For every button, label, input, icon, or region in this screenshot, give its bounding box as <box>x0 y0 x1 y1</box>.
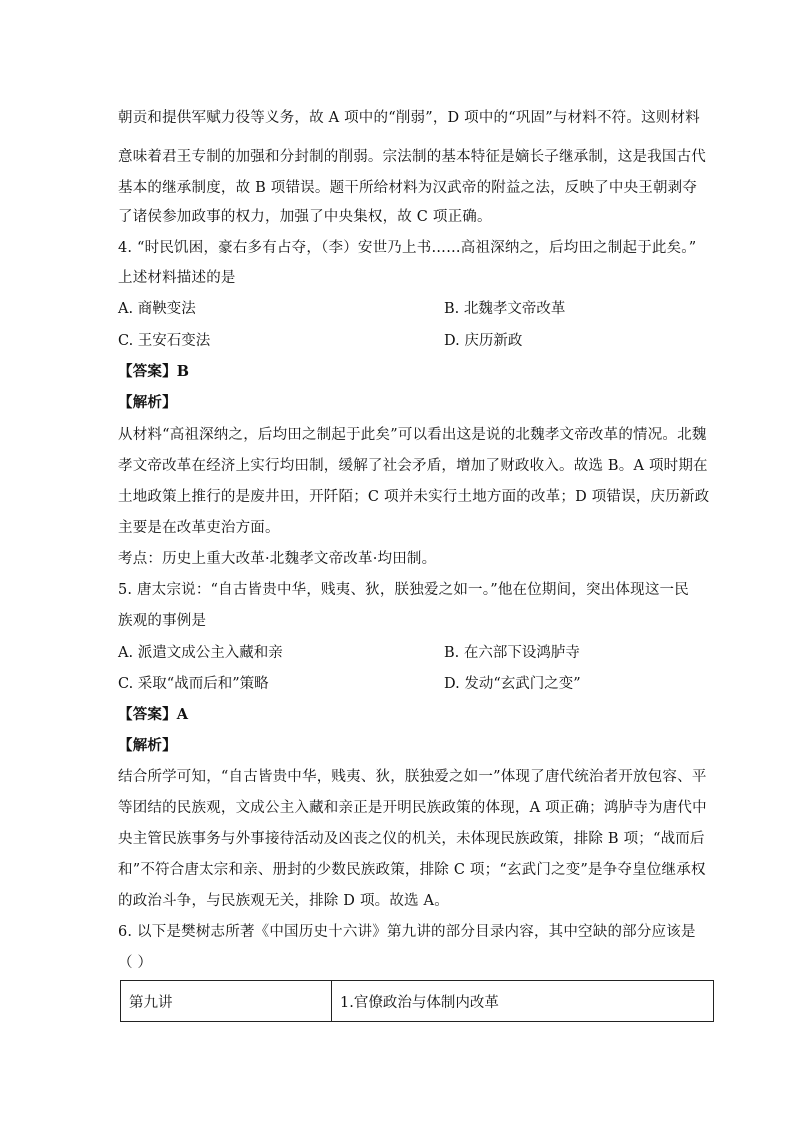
q4-option-a: A. 商鞅变法 <box>118 301 196 317</box>
q5-analysis-line: 和”不符合唐太宗和亲、册封的少数民族政策，排除 C 项；“玄武门之变”是争夺皇位继承权 <box>118 862 706 878</box>
q4-kaodian: 考点：历史上重大改革·北魏孝文帝改革·均田制。 <box>118 551 437 567</box>
q4-stem-line: 4. “时民饥困，豪右多有占夺，（李）安世乃上书……高祖深纳之，后均田之制起于此矣。” <box>118 240 697 256</box>
q6-stem-line: 6. 以下是樊树志所著《中国历史十六讲》第九讲的部分目录内容，其中空缺的部分应该是 <box>118 924 696 940</box>
q4-analysis-title: 【解析】 <box>118 394 177 411</box>
q4-answer: 【答案】B <box>118 363 190 380</box>
q4-option-b: B. 北魏孝文帝改革 <box>444 301 566 317</box>
q4-option-d: D. 庆历新政 <box>444 333 523 349</box>
table-cell-section: 1.官僚政治与体制内改革 <box>332 981 714 1022</box>
table-row <box>121 981 714 1022</box>
q4-analysis-line: 土地政策上推行的是废井田，开阡陌；C 项并未实行土地方面的改革；D 项错误，庆历新政 <box>118 489 710 505</box>
q4-analysis-line: 主要是在改革吏治方面。 <box>118 520 280 536</box>
prev-analysis-line: 意味着君王专制的加强和分封制的削弱。宗法制的基本特征是嫡长子继承制，这是我国古代 <box>118 149 706 165</box>
q5-analysis-line: 的政治斗争，与民族观无关，排除 D 项。故选 A。 <box>118 893 449 909</box>
q4-stem-line: 上述材料描述的是 <box>118 270 236 286</box>
prev-analysis-line: 了诸侯参加政事的权力，加强了中央集权，故 C 项正确。 <box>118 209 492 225</box>
prev-analysis-line: 基本的继承制度，故 B 项错误。题干所给材料为汉武帝的附益之法，反映了中央王朝剥夺 <box>118 180 698 196</box>
q5-option-d: D. 发动“玄武门之变” <box>444 676 581 692</box>
q5-stem-line: 族观的事例是 <box>118 613 207 629</box>
q4-option-c: C. 王安石变法 <box>118 333 211 349</box>
q4-analysis-line: 孝文帝改革在经济上实行均田制，缓解了社会矛盾，增加了财政收入。故选 B。A 项时期在 <box>118 458 708 474</box>
q5-option-a: A. 派遣文成公主入藏和亲 <box>118 645 283 661</box>
q5-option-b: B. 在六部下设鸿胪寺 <box>444 645 580 661</box>
q5-analysis-title: 【解析】 <box>118 737 177 754</box>
q5-answer: 【答案】A <box>118 706 189 723</box>
q5-analysis-line: 结合所学可知，“自古皆贵中华，贱夷、狄，朕独爱之如一”体现了唐代统治者开放包容、平 <box>118 769 707 785</box>
q5-analysis-line: 央主管民族事务与外事接待活动及凶丧之仪的机关，未体现民族政策，排除 B 项；“战而后 <box>118 831 705 847</box>
q6-table <box>120 980 714 1022</box>
q5-stem-line: 5. 唐太宗说：“自古皆贵中华，贱夷、狄，朕独爱之如一。”他在位期间，突出体现这一民 <box>118 582 689 598</box>
q4-analysis-line: 从材料“高祖深纳之，后均田之制起于此矣”可以看出这是说的北魏孝文帝改革的情况。北魏 <box>118 427 707 443</box>
q6-stem-line: （ ） <box>118 955 153 971</box>
table-cell-lecture: 第九讲 <box>121 981 332 1022</box>
prev-analysis-line: 朝贡和提供军赋力役等义务，故 A 项中的“削弱”，D 项中的“巩固”与材料不符。这则材料 <box>118 110 700 126</box>
q5-option-c: C. 采取“战而后和”策略 <box>118 676 269 692</box>
q5-analysis-line: 等团结的民族观，文成公主入藏和亲正是开明民族政策的体现，A 项正确；鸿胪寺为唐代中 <box>118 800 707 816</box>
